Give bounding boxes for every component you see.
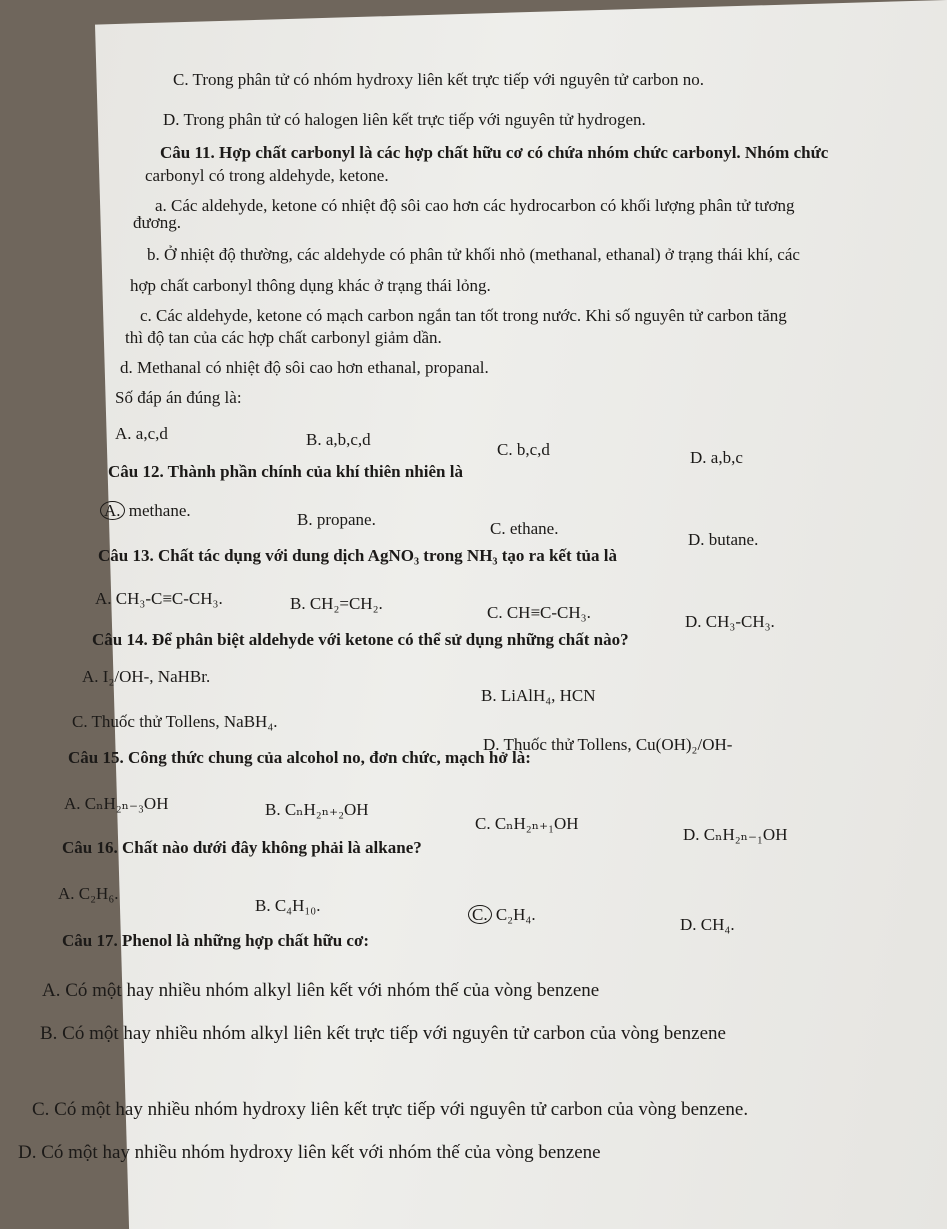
q14-option-d: D. Thuốc thử Tollens, Cu(OH)₂/OH- (483, 735, 733, 754)
q11-option-d: D. a,b,c (690, 448, 743, 467)
q12-option-a-text: methane. (128, 501, 191, 520)
q16-stem-post: phải là alkane? (306, 838, 422, 857)
q14-stem: Câu 14. Để phân biệt aldehyde với ketone có thể sử dụng những chất nào? (92, 630, 629, 649)
q10-option-c: C. Trong phân tử có nhóm hydroxy liên kết trực tiếp với nguyên tử carbon no. (173, 70, 704, 89)
q11-stem-line1: Câu 11. Hợp chất carbonyl là các hợp chất hữu cơ có chứa nhóm chức carbonyl. Nhóm chức (160, 143, 829, 162)
q11-stem-line2: carbonyl có trong aldehyde, ketone. (145, 166, 389, 185)
q14-option-b: B. LiAlH₄, HCN (481, 686, 596, 705)
q13-option-d: D. CH₃-CH₃. (685, 612, 775, 631)
q14-option-a: A. I₂/OH-, NaHBr. (82, 667, 211, 686)
q12-option-a (100, 501, 191, 521)
q11-statement-b-line1: b. Ở nhiệt độ thường, các aldehyde có phân tử khối nhỏ (methanal, ethanal) ở trạng thái khí, các (147, 245, 800, 264)
q12-option-c: C. ethane. (490, 519, 559, 538)
q16-option-c-text: C₂H₄. (495, 905, 536, 924)
q17-option-a: A. Có một hay nhiều nhóm alkyl liên kết với nhóm thế của vòng benzene (42, 980, 600, 1001)
q16-option-d: D. CH₄. (680, 915, 735, 934)
q11-statement-a-line2: đương. (133, 213, 181, 232)
q16-stem-pre: Câu 16. Chất nào dưới đây (62, 838, 262, 857)
q16-stem-emphasis: không (261, 838, 307, 857)
q11-prompt: Số đáp án đúng là: (115, 388, 242, 407)
q12-option-d: D. butane. (688, 530, 759, 549)
selected-answer-circle: C. (468, 905, 492, 924)
q13-option-c: C. CH≡C-CH₃. (487, 603, 591, 622)
q12-option-b: B. propane. (297, 510, 376, 529)
q14-option-c: C. Thuốc thử Tollens, NaBH₄. (72, 712, 278, 731)
q16-option-b: B. C₄H₁₀. (255, 896, 321, 915)
q11-statement-c-line2: thì độ tan của các hợp chất carbonyl giảm dần. (125, 328, 442, 347)
q11-statement-b-line2: hợp chất carbonyl thông dụng khác ở trạng thái lỏng. (130, 276, 491, 295)
q11-option-c: C. b,c,d (497, 440, 550, 459)
q13-stem: Câu 13. Chất tác dụng với dung dịch AgNO₃ trong NH₃ tạo ra kết tủa là (98, 546, 617, 565)
selected-answer-circle: A. (100, 501, 125, 520)
q17-stem: Câu 17. Phenol là những hợp chất hữu cơ: (62, 931, 370, 950)
q16-option-a: A. C₂H₆. (58, 884, 119, 903)
q13-option-b: B. CH₂=CH₂. (290, 594, 383, 613)
q17-option-d: D. Có một hay nhiều nhóm hydroxy liên kết với nhóm thế của vòng benzene (18, 1142, 601, 1163)
q15-option-b: B. CₙH₂ₙ₊₂OH (265, 800, 369, 819)
q11-option-b: B. a,b,c,d (306, 430, 371, 449)
q11-statement-c-line1: c. Các aldehyde, ketone có mạch carbon ngắn tan tốt trong nước. Khi số nguyên tử carbon tăng (140, 306, 787, 325)
q15-option-d: D. CₙH₂ₙ₋₁OH (683, 825, 788, 844)
q15-option-a: A. CₙH₂ₙ₋₃OH (64, 794, 169, 813)
q16-stem (62, 838, 422, 858)
q11-statement-a-line1: a. Các aldehyde, ketone có nhiệt độ sôi cao hơn các hydrocarbon có khối lượng phân tử tương (155, 196, 795, 215)
q12-stem: Câu 12. Thành phần chính của khí thiên nhiên là (108, 462, 463, 481)
q11-statement-d: d. Methanal có nhiệt độ sôi cao hơn ethanal, propanal. (120, 358, 489, 377)
q17-option-c: C. Có một hay nhiều nhóm hydroxy liên kết trực tiếp với nguyên tử carbon của vòng benzene. (32, 1099, 749, 1120)
q13-option-a: A. CH₃-C≡C-CH₃. (95, 589, 223, 608)
q15-option-c: C. CₙH₂ₙ₊₁OH (475, 814, 579, 833)
q17-option-b: B. Có một hay nhiều nhóm alkyl liên kết trực tiếp với nguyên tử carbon của vòng benzene (40, 1023, 726, 1044)
q16-option-c (468, 905, 536, 925)
q15-stem: Câu 15. Công thức chung của alcohol no, đơn chức, mạch hở là: (68, 748, 531, 767)
q11-option-a: A. a,c,d (115, 424, 168, 443)
q10-option-d: D. Trong phân tử có halogen liên kết trực tiếp với nguyên tử hydrogen. (163, 110, 646, 129)
